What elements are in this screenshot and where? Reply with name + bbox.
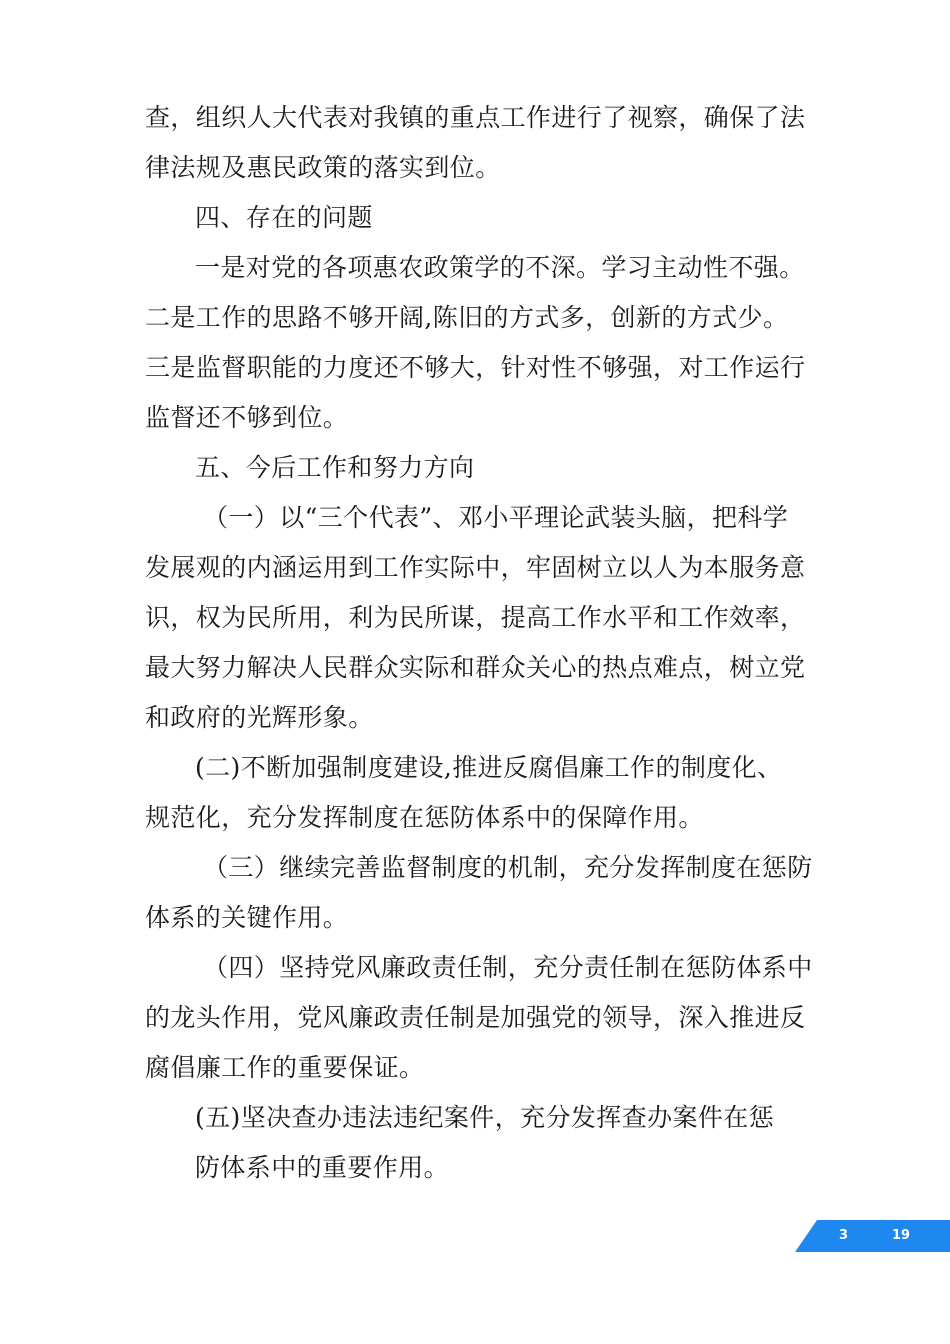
paragraph-line: 查，组织人大代表对我镇的重点工作进行了视察，确保了法	[145, 103, 806, 132]
total-pages-number: 19	[892, 1228, 911, 1243]
paragraph-line: (二)不断加强制度建设,推进反腐倡廉工作的制度化、	[195, 753, 783, 782]
paragraph-line: (五)坚决查办违法违纪案件，充分发挥查办案件在惩	[195, 1103, 775, 1132]
current-page-number: 3	[839, 1228, 849, 1243]
paragraph-line: 一是对党的各项惠农政策学的不深。学习主动性不强。	[195, 253, 805, 282]
paragraph-line: 规范化，充分发挥制度在惩防体系中的保障作用。	[145, 803, 704, 832]
paragraph-line: （四）坚持党风廉政责任制，充分责任制在惩防体系中	[203, 953, 813, 982]
paragraph-line: 二是工作的思路不够开阔,陈旧的方式多，创新的方式少。	[145, 303, 789, 332]
document-body	[145, 93, 813, 1193]
paragraph-line: 监督还不够到位。	[145, 403, 349, 432]
paragraph-line: 防体系中的重要作用。	[195, 1153, 450, 1182]
paragraph-line: 识，权为民所用，利为民所谋，提高工作水平和工作效率，	[145, 603, 806, 632]
paragraph-line: 的龙头作用，党风廉政责任制是加强党的领导，深入推进反	[145, 1003, 806, 1032]
page-number-footer	[795, 1220, 950, 1252]
section-heading: 五、今后工作和努力方向	[195, 453, 475, 482]
section-heading: 四、存在的问题	[195, 203, 373, 232]
paragraph-line: （一）以“三个代表”、邓小平理论武装头脑，把科学	[203, 503, 789, 532]
paragraph-line: 和政府的光辉形象。	[145, 703, 374, 732]
paragraph-line: 发展观的内涵运用到工作实际中，牢固树立以人为本服务意	[145, 553, 806, 582]
paragraph-line: 律法规及惠民政策的落实到位。	[145, 153, 501, 182]
footer-accent-bar	[795, 1220, 950, 1252]
paragraph-line: 三是监督职能的力度还不够大，针对性不够强，对工作运行	[145, 353, 806, 382]
paragraph-line: 腐倡廉工作的重要保证。	[145, 1053, 425, 1082]
paragraph-line: （三）继续完善监督制度的机制，充分发挥制度在惩防	[203, 853, 813, 882]
paragraph-line: 体系的关键作用。	[145, 903, 349, 932]
paragraph-line: 最大努力解决人民群众实际和群众关心的热点难点，树立党	[145, 653, 806, 682]
